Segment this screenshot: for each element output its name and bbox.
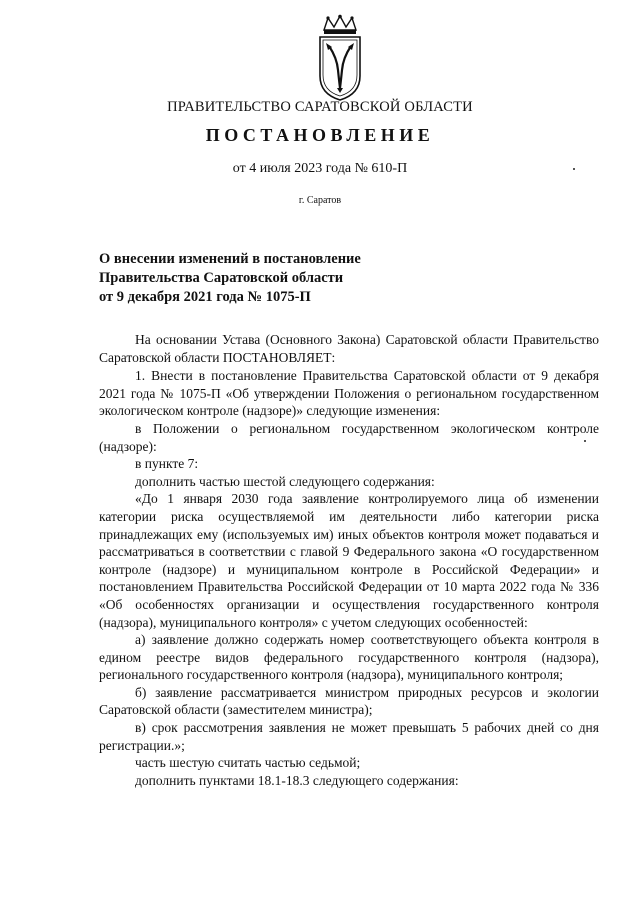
government-name: ПРАВИТЕЛЬСТВО САРАТОВСКОЙ ОБЛАСТИ — [167, 99, 473, 115]
paragraph-sub-b: б) заявление рассматривается министром природных ресурсов и экологии Саратовской области (заместителем министра); — [99, 684, 599, 718]
paragraph-sub-a: а) заявление должно содержать номер соответствующего объекта контроля в едином реестре видов федерального государственного контроля (надзора), регионального государственного контроля (надзора), муниципального контроля; — [99, 632, 599, 683]
paragraph-add-part-6: дополнить частью шестой следующего содержания: — [135, 473, 435, 489]
paragraph-quote: «До 1 января 2030 года заявление контролируемого лица об изменении категории риска осуществляемой им деятельности либо категории риска принадлежащих ему (используемых им) иных объектов контроля может подаваться и рассматриваться в соответствии с главой 9 Федерального закона «О государственном контроле (надзоре) и муниципальном контроле в Российской Федерации» и постановлением Правительства Российской Федерации от 10 марта 2022 года № 336 «Об особенностях организации и осуществления государственного контроля (надзора), муниципального контроля» с учетом следующих особенностей: — [99, 491, 599, 630]
document-city: г. Саратов — [298, 195, 342, 206]
paragraph-point-7: в пункте 7: — [135, 456, 199, 472]
paragraph-item-1: 1. Внести в постановление Правительства Саратовской области от 9 декабря 2021 года № 1075-П «Об утверждении Положения о региональном государственном экологическом контроле (надзоре)» следующие изменения: — [99, 368, 599, 419]
scan-speck — [584, 440, 586, 442]
paragraph-add-points: дополнить пунктами 18.1-18.3 следующего содержания: — [135, 772, 459, 788]
saratov-coat-of-arms-icon — [313, 14, 367, 102]
title-line: О внесении изменений в постановление — [99, 251, 361, 267]
document-title — [99, 250, 399, 307]
document-date-number: от 4 июля 2023 года № 610-П — [232, 161, 408, 176]
paragraph-basis: На основании Устава (Основного Закона) Саратовской области Правительство Саратовской области ПОСТАНОВЛЯЕТ: — [99, 332, 599, 365]
paragraph-sub-v: в) срок рассмотрения заявления не может превышать 5 рабочих дней со дня регистрации.»; — [99, 720, 599, 753]
document-body — [99, 331, 599, 789]
scan-speck — [573, 168, 575, 170]
title-line: Правительства Саратовской области — [99, 270, 344, 286]
title-line: от 9 декабря 2021 года № 1075-П — [99, 289, 311, 305]
document-type: ПОСТАНОВЛЕНИЕ — [205, 125, 435, 145]
paragraph-renumber: часть шестую считать частью седьмой; — [135, 755, 361, 771]
paragraph-regulation: в Положении о региональном государственном экологическом контроле (надзоре): — [99, 420, 599, 454]
